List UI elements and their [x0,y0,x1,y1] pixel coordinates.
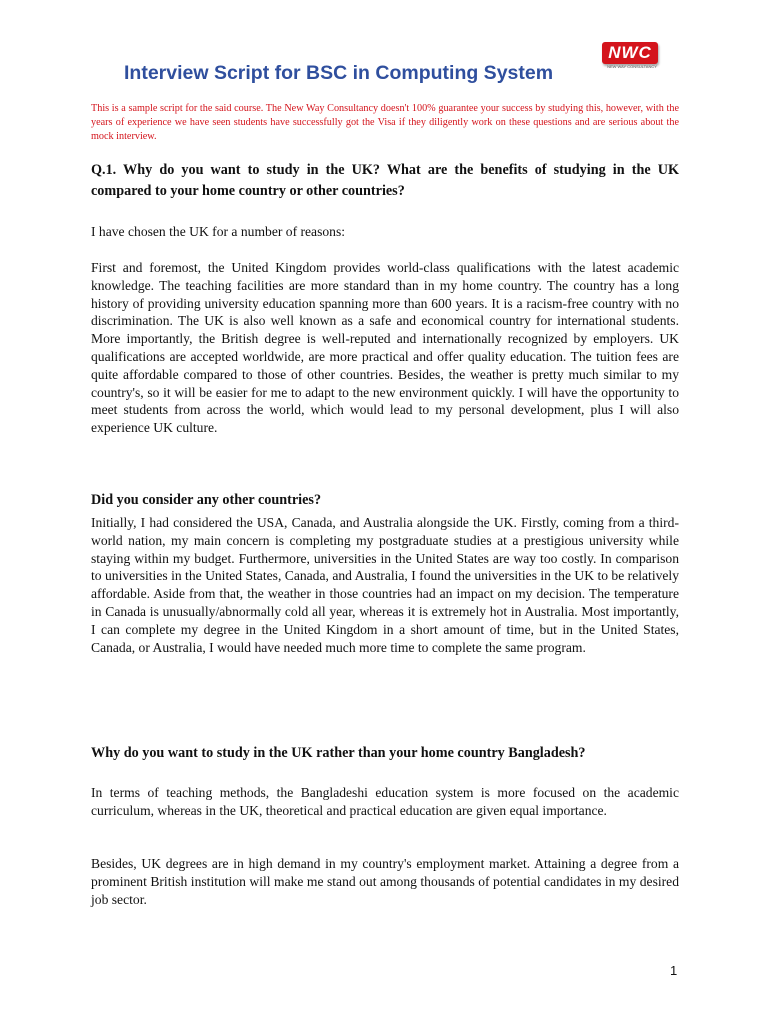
nwc-logo [602,42,660,72]
document-title: Interview Script for BSC in Computing System [124,62,554,84]
question-1-heading: Q.1. Why do you want to study in the UK? What are the benefits of studying in the UK compared to your home country or other countries? [91,162,679,199]
question-3-answer-1: In terms of teaching methods, the Bangladeshi education system is more focused on the academic curriculum, whereas in the UK, theoretical and practical education are given equal importance. [91,785,679,818]
disclaimer-text: This is a sample script for the said course. The New Way Consultancy doesn't 100% guarantee your success by studying this, however, with the years of experience we have seen students have successfully got the Visa if they diligently work on these questions and are serious about the mock interview. [91,103,679,142]
question-3-answer-2: Besides, UK degrees are in high demand in my country's employment market. Attaining a degree from a prominent British institution will make me stand out among thousands of potential candidates in my desired job sector. [91,856,679,907]
logo-badge: NWC [602,42,658,64]
question-1-answer: First and foremost, the United Kingdom provides world-class qualifications with the latest academic knowledge. The teaching facilities are more standard than in my home country. The country has a long history of providing university education spanning more than 600 years. It is a racism-free country with no discrimination. The UK is also well known as a safe and economical country for international students. More importantly, the British degree is well-reputed and internationally recognized by employers. UK qualifications are accepted worldwide, are more practical and offer quality education. The tuition fees are quite affordable compared to those of other countries. Besides, the weather is pretty much similar to my country's, so it will be easier for me to adapt to the new environment quickly. I will have the opportunity to meet students from across the world, which would lead to my personal development, plus I will also experience UK culture. [91,260,679,436]
question-3-heading: Why do you want to study in the UK rather than your home country Bangladesh? [91,745,586,761]
question-2-answer: Initially, I had considered the USA, Canada, and Australia alongside the UK. Firstly, coming from a third-world nation, my main concern is completing my postgraduate studies at a prestigious university while staying within my budget. Furthermore, universities in the United States are way too costly. In comparison to universities in the United States, Canada, and Australia, I found the universities in the UK to be relatively affordable. Aside from that, the weather in those countries had an impact on my decision. The temperature in Canada is unusually/abnormally cold all year, whereas it is extremely hot in Australia. Most importantly, I can complete my degree in the United Kingdom in a short amount of time, but in the United States, Canada, or Australia, I would have needed much more time to complete the same program. [91,515,679,655]
question-1-intro: I have chosen the UK for a number of reasons: [91,224,346,239]
logo-subtext: NEW WAY CONSULTANCY [607,64,657,69]
page-number: 1 [670,963,678,978]
question-2-heading: Did you consider any other countries? [91,492,322,508]
